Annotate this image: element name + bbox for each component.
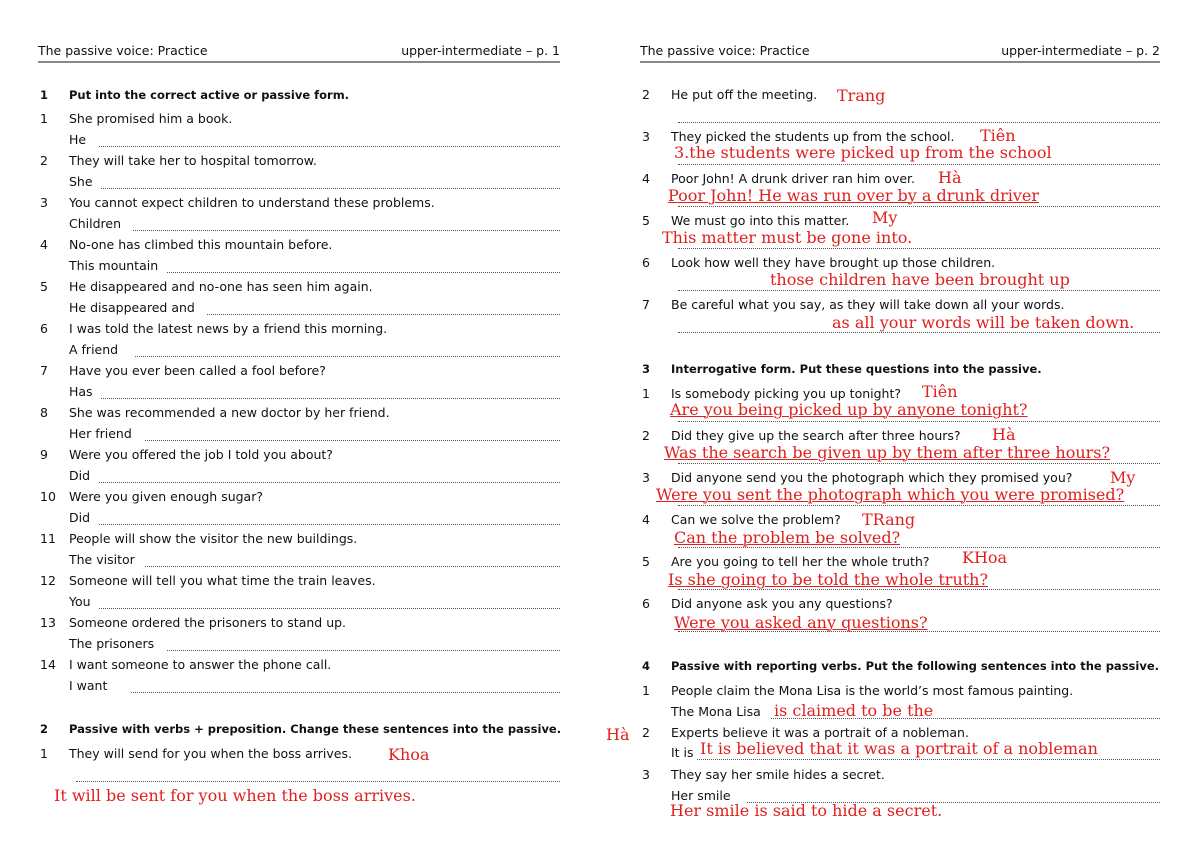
exercise-item bbox=[38, 489, 560, 506]
answer-lead: The Mona Lisa bbox=[671, 704, 761, 719]
answer-line[interactable] bbox=[69, 132, 560, 149]
item-sentence: They say her smile hides a secret. bbox=[671, 767, 885, 782]
item-number: 5 bbox=[40, 279, 48, 294]
section-2-heading bbox=[38, 722, 560, 738]
dotted-line bbox=[99, 608, 560, 609]
item-number: 6 bbox=[642, 596, 650, 611]
exercise-item bbox=[38, 405, 560, 422]
section-number: 4 bbox=[642, 659, 651, 673]
answer-lead: Children bbox=[69, 216, 122, 231]
answer-line[interactable] bbox=[69, 678, 560, 695]
answer-lead: A friend bbox=[69, 342, 119, 357]
item-number: 1 bbox=[40, 746, 48, 761]
header-title: The passive voice: Practice bbox=[640, 43, 810, 58]
handwritten-answer: 3.the students were picked up from the school bbox=[674, 143, 1052, 162]
item-sentence: He disappeared and no-one has seen him again. bbox=[69, 279, 373, 294]
item-number: 4 bbox=[642, 512, 650, 527]
section-4-heading bbox=[640, 659, 1160, 675]
item-number: 1 bbox=[40, 111, 48, 126]
student-name: TRang bbox=[862, 510, 916, 529]
answer-lead: It is bbox=[671, 745, 694, 760]
answer-line[interactable] bbox=[69, 174, 560, 191]
dotted-line bbox=[678, 248, 1160, 249]
answer-line[interactable] bbox=[76, 767, 560, 784]
page-header bbox=[640, 43, 1160, 59]
dotted-line bbox=[167, 272, 560, 273]
student-name: Hà bbox=[992, 425, 1016, 444]
answer-line[interactable] bbox=[69, 594, 560, 611]
exercise-item bbox=[640, 87, 1160, 104]
exercise-item bbox=[38, 615, 560, 632]
item-number: 2 bbox=[642, 87, 650, 102]
item-sentence: They will send for you when the boss arrives. bbox=[69, 746, 352, 761]
handwritten-answer: It will be sent for you when the boss arrives. bbox=[54, 786, 416, 805]
dotted-line bbox=[678, 505, 1160, 506]
item-sentence: Were you given enough sugar? bbox=[69, 489, 263, 504]
item-number: 7 bbox=[40, 363, 48, 378]
page-left bbox=[38, 0, 560, 849]
answer-line[interactable] bbox=[69, 216, 560, 233]
section-title: Passive with verbs + preposition. Change these sentences into the passive. bbox=[69, 722, 562, 736]
item-sentence: Someone ordered the prisoners to stand up. bbox=[69, 615, 347, 630]
answer-lead: He bbox=[69, 132, 87, 147]
handwritten-answer: Were you sent the photograph which you were promised? bbox=[656, 485, 1125, 504]
exercise-item bbox=[38, 153, 560, 170]
handwritten-answer: those children have been brought up bbox=[770, 270, 1070, 289]
section-title: Passive with reporting verbs. Put the following sentences into the passive. bbox=[671, 659, 1159, 673]
answer-lead: You bbox=[69, 594, 91, 609]
exercise-item bbox=[640, 554, 1160, 571]
student-name: Tiên bbox=[922, 382, 958, 401]
answer-line[interactable] bbox=[69, 468, 560, 485]
handwritten-answer: Is she going to be told the whole truth? bbox=[668, 570, 989, 589]
answer-line[interactable] bbox=[69, 426, 560, 443]
dotted-line bbox=[678, 589, 1160, 590]
handwritten-answer: Was the search be given up by them after three hours? bbox=[664, 443, 1111, 462]
item-sentence: Someone will tell you what time the train leaves. bbox=[69, 573, 376, 588]
item-number: 2 bbox=[642, 725, 650, 740]
item-number: 5 bbox=[642, 554, 650, 569]
item-sentence: I want someone to answer the phone call. bbox=[69, 657, 332, 672]
exercise-item bbox=[640, 767, 1160, 784]
header-title: The passive voice: Practice bbox=[38, 43, 208, 58]
exercise-item bbox=[38, 657, 560, 674]
answer-lead: Did bbox=[69, 510, 91, 525]
section-number: 1 bbox=[40, 88, 49, 102]
exercise-item bbox=[38, 746, 560, 763]
answer-lead: This mountain bbox=[69, 258, 159, 273]
student-name: Tiên bbox=[980, 126, 1016, 145]
handwritten-answer: This matter must be gone into. bbox=[662, 228, 913, 247]
dotted-line bbox=[678, 421, 1160, 422]
handwritten-answer: Are you being picked up by anyone tonight? bbox=[670, 400, 1028, 419]
section-title: Interrogative form. Put these questions into the passive. bbox=[671, 362, 1042, 376]
item-sentence: Did anyone send you the photograph which they promised you? bbox=[671, 470, 1073, 485]
handwritten-answer: Poor John! He was run over by a drunk driver bbox=[668, 186, 1039, 205]
dotted-line bbox=[697, 759, 1160, 760]
item-number: 6 bbox=[642, 255, 650, 270]
item-sentence: Poor John! A drunk driver ran him over. bbox=[671, 171, 916, 186]
item-number: 2 bbox=[642, 428, 650, 443]
item-sentence: Have you ever been called a fool before? bbox=[69, 363, 326, 378]
item-number: 9 bbox=[40, 447, 48, 462]
item-number: 7 bbox=[642, 297, 650, 312]
dotted-line bbox=[145, 440, 560, 441]
item-number: 1 bbox=[642, 386, 650, 401]
item-number: 11 bbox=[40, 531, 56, 546]
exercise-item bbox=[38, 195, 560, 212]
dotted-line bbox=[678, 463, 1160, 464]
handwritten-answer: is claimed to be the bbox=[774, 701, 934, 720]
answer-lead: Her smile bbox=[671, 788, 731, 803]
item-sentence: They picked the students up from the school. bbox=[671, 129, 955, 144]
dotted-line bbox=[99, 146, 560, 147]
answer-lead: Did bbox=[69, 468, 91, 483]
item-sentence: Are you going to tell her the whole truth? bbox=[671, 554, 930, 569]
student-name: Trang bbox=[837, 86, 886, 105]
handwritten-answer: Were you asked any questions? bbox=[674, 613, 928, 632]
item-sentence: Did anyone ask you any questions? bbox=[671, 596, 893, 611]
item-number: 13 bbox=[40, 615, 56, 630]
exercise-item bbox=[38, 111, 560, 128]
item-sentence: They will take her to hospital tomorrow. bbox=[69, 153, 317, 168]
answer-line[interactable] bbox=[69, 342, 560, 359]
dotted-line bbox=[133, 230, 560, 231]
dotted-line bbox=[678, 290, 1160, 291]
student-name: KHoa bbox=[962, 548, 1008, 567]
dotted-line bbox=[678, 122, 1160, 123]
dotted-line bbox=[167, 650, 560, 651]
exercise-item bbox=[38, 279, 560, 296]
handwritten-answer: as all your words will be taken down. bbox=[832, 313, 1135, 332]
dotted-line bbox=[99, 482, 560, 483]
answer-lead: She bbox=[69, 174, 93, 189]
item-number: 3 bbox=[642, 767, 650, 782]
answer-lead: Has bbox=[69, 384, 93, 399]
dotted-line bbox=[131, 692, 560, 693]
handwritten-answer: Can the problem be solved? bbox=[674, 528, 901, 547]
item-number: 1 bbox=[642, 683, 650, 698]
answer-lead: I want bbox=[69, 678, 108, 693]
dotted-line bbox=[678, 206, 1160, 207]
exercise-item bbox=[640, 683, 1160, 700]
item-sentence: He put off the meeting. bbox=[671, 87, 818, 102]
item-number: 4 bbox=[642, 171, 650, 186]
item-number: 14 bbox=[40, 657, 56, 672]
dotted-line bbox=[76, 781, 560, 782]
section-3-heading bbox=[640, 362, 1160, 378]
item-sentence: We must go into this matter. bbox=[671, 213, 850, 228]
item-number: 10 bbox=[40, 489, 56, 504]
student-name: My bbox=[1110, 468, 1136, 487]
answer-line[interactable] bbox=[69, 636, 560, 653]
answer-line[interactable] bbox=[69, 384, 560, 401]
item-sentence: No-one has climbed this mountain before. bbox=[69, 237, 333, 252]
dotted-line bbox=[135, 356, 560, 357]
item-sentence: Did they give up the search after three hours? bbox=[671, 428, 961, 443]
item-number: 6 bbox=[40, 321, 48, 336]
item-number: 3 bbox=[40, 195, 48, 210]
exercise-item bbox=[38, 237, 560, 254]
section-number: 2 bbox=[40, 722, 49, 736]
dotted-line bbox=[145, 566, 560, 567]
exercise-item bbox=[640, 297, 1160, 314]
page-header bbox=[38, 43, 560, 59]
student-name: Hà bbox=[606, 725, 630, 744]
item-number: 2 bbox=[40, 153, 48, 168]
exercise-item bbox=[38, 363, 560, 380]
answer-lead: The prisoners bbox=[69, 636, 155, 651]
student-name: Hà bbox=[938, 168, 962, 187]
item-sentence: She was recommended a new doctor by her friend. bbox=[69, 405, 390, 420]
item-sentence: She promised him a book. bbox=[69, 111, 233, 126]
item-number: 4 bbox=[40, 237, 48, 252]
handwritten-answer: It is believed that it was a portrait of a nobleman bbox=[700, 739, 1098, 758]
section-title: Put into the correct active or passive form. bbox=[69, 88, 350, 102]
dotted-line bbox=[99, 524, 560, 525]
item-number: 8 bbox=[40, 405, 48, 420]
section-1-heading bbox=[38, 88, 560, 104]
header-rule bbox=[38, 61, 560, 63]
section-number: 3 bbox=[642, 362, 651, 376]
dotted-line bbox=[678, 332, 1160, 333]
page-right bbox=[606, 0, 1160, 849]
item-sentence: You cannot expect children to understand these problems. bbox=[69, 195, 435, 210]
answer-lead: The visitor bbox=[69, 552, 135, 567]
item-number: 3 bbox=[642, 129, 650, 144]
exercise-item bbox=[38, 321, 560, 338]
item-sentence: Were you offered the job I told you about? bbox=[69, 447, 333, 462]
item-number: 3 bbox=[642, 470, 650, 485]
item-sentence: Can we solve the problem? bbox=[671, 512, 841, 527]
header-level: upper-intermediate – p. 2 bbox=[1001, 43, 1160, 58]
header-level: upper-intermediate – p. 1 bbox=[401, 43, 560, 58]
dotted-line bbox=[101, 188, 560, 189]
item-sentence: People will show the visitor the new buildings. bbox=[69, 531, 358, 546]
dotted-line bbox=[678, 547, 1160, 548]
item-number: 12 bbox=[40, 573, 56, 588]
item-sentence: Be careful what you say, as they will take down all your words. bbox=[671, 297, 1065, 312]
item-number: 5 bbox=[642, 213, 650, 228]
answer-lead: Her friend bbox=[69, 426, 132, 441]
exercise-item bbox=[38, 573, 560, 590]
student-name: My bbox=[872, 208, 898, 227]
answer-line[interactable] bbox=[69, 510, 560, 527]
answer-line[interactable] bbox=[69, 300, 560, 317]
answer-line[interactable] bbox=[69, 552, 560, 569]
header-rule bbox=[640, 61, 1160, 63]
dotted-line bbox=[101, 398, 560, 399]
exercise-item bbox=[38, 531, 560, 548]
item-sentence: Is somebody picking you up tonight? bbox=[671, 386, 902, 401]
item-sentence: I was told the latest news by a friend this morning. bbox=[69, 321, 388, 336]
dotted-line bbox=[207, 314, 560, 315]
answer-line[interactable] bbox=[678, 108, 1160, 125]
handwritten-answer: Her smile is said to hide a secret. bbox=[670, 801, 943, 820]
exercise-item bbox=[640, 596, 1160, 613]
answer-line[interactable] bbox=[69, 258, 560, 275]
item-sentence: Experts believe it was a portrait of a nobleman. bbox=[671, 725, 969, 740]
answer-lead: He disappeared and bbox=[69, 300, 195, 315]
item-sentence: People claim the Mona Lisa is the world’s most famous painting. bbox=[671, 683, 1074, 698]
exercise-item bbox=[38, 447, 560, 464]
dotted-line bbox=[678, 164, 1160, 165]
student-name: Khoa bbox=[388, 745, 430, 764]
item-sentence: Look how well they have brought up those children. bbox=[671, 255, 996, 270]
